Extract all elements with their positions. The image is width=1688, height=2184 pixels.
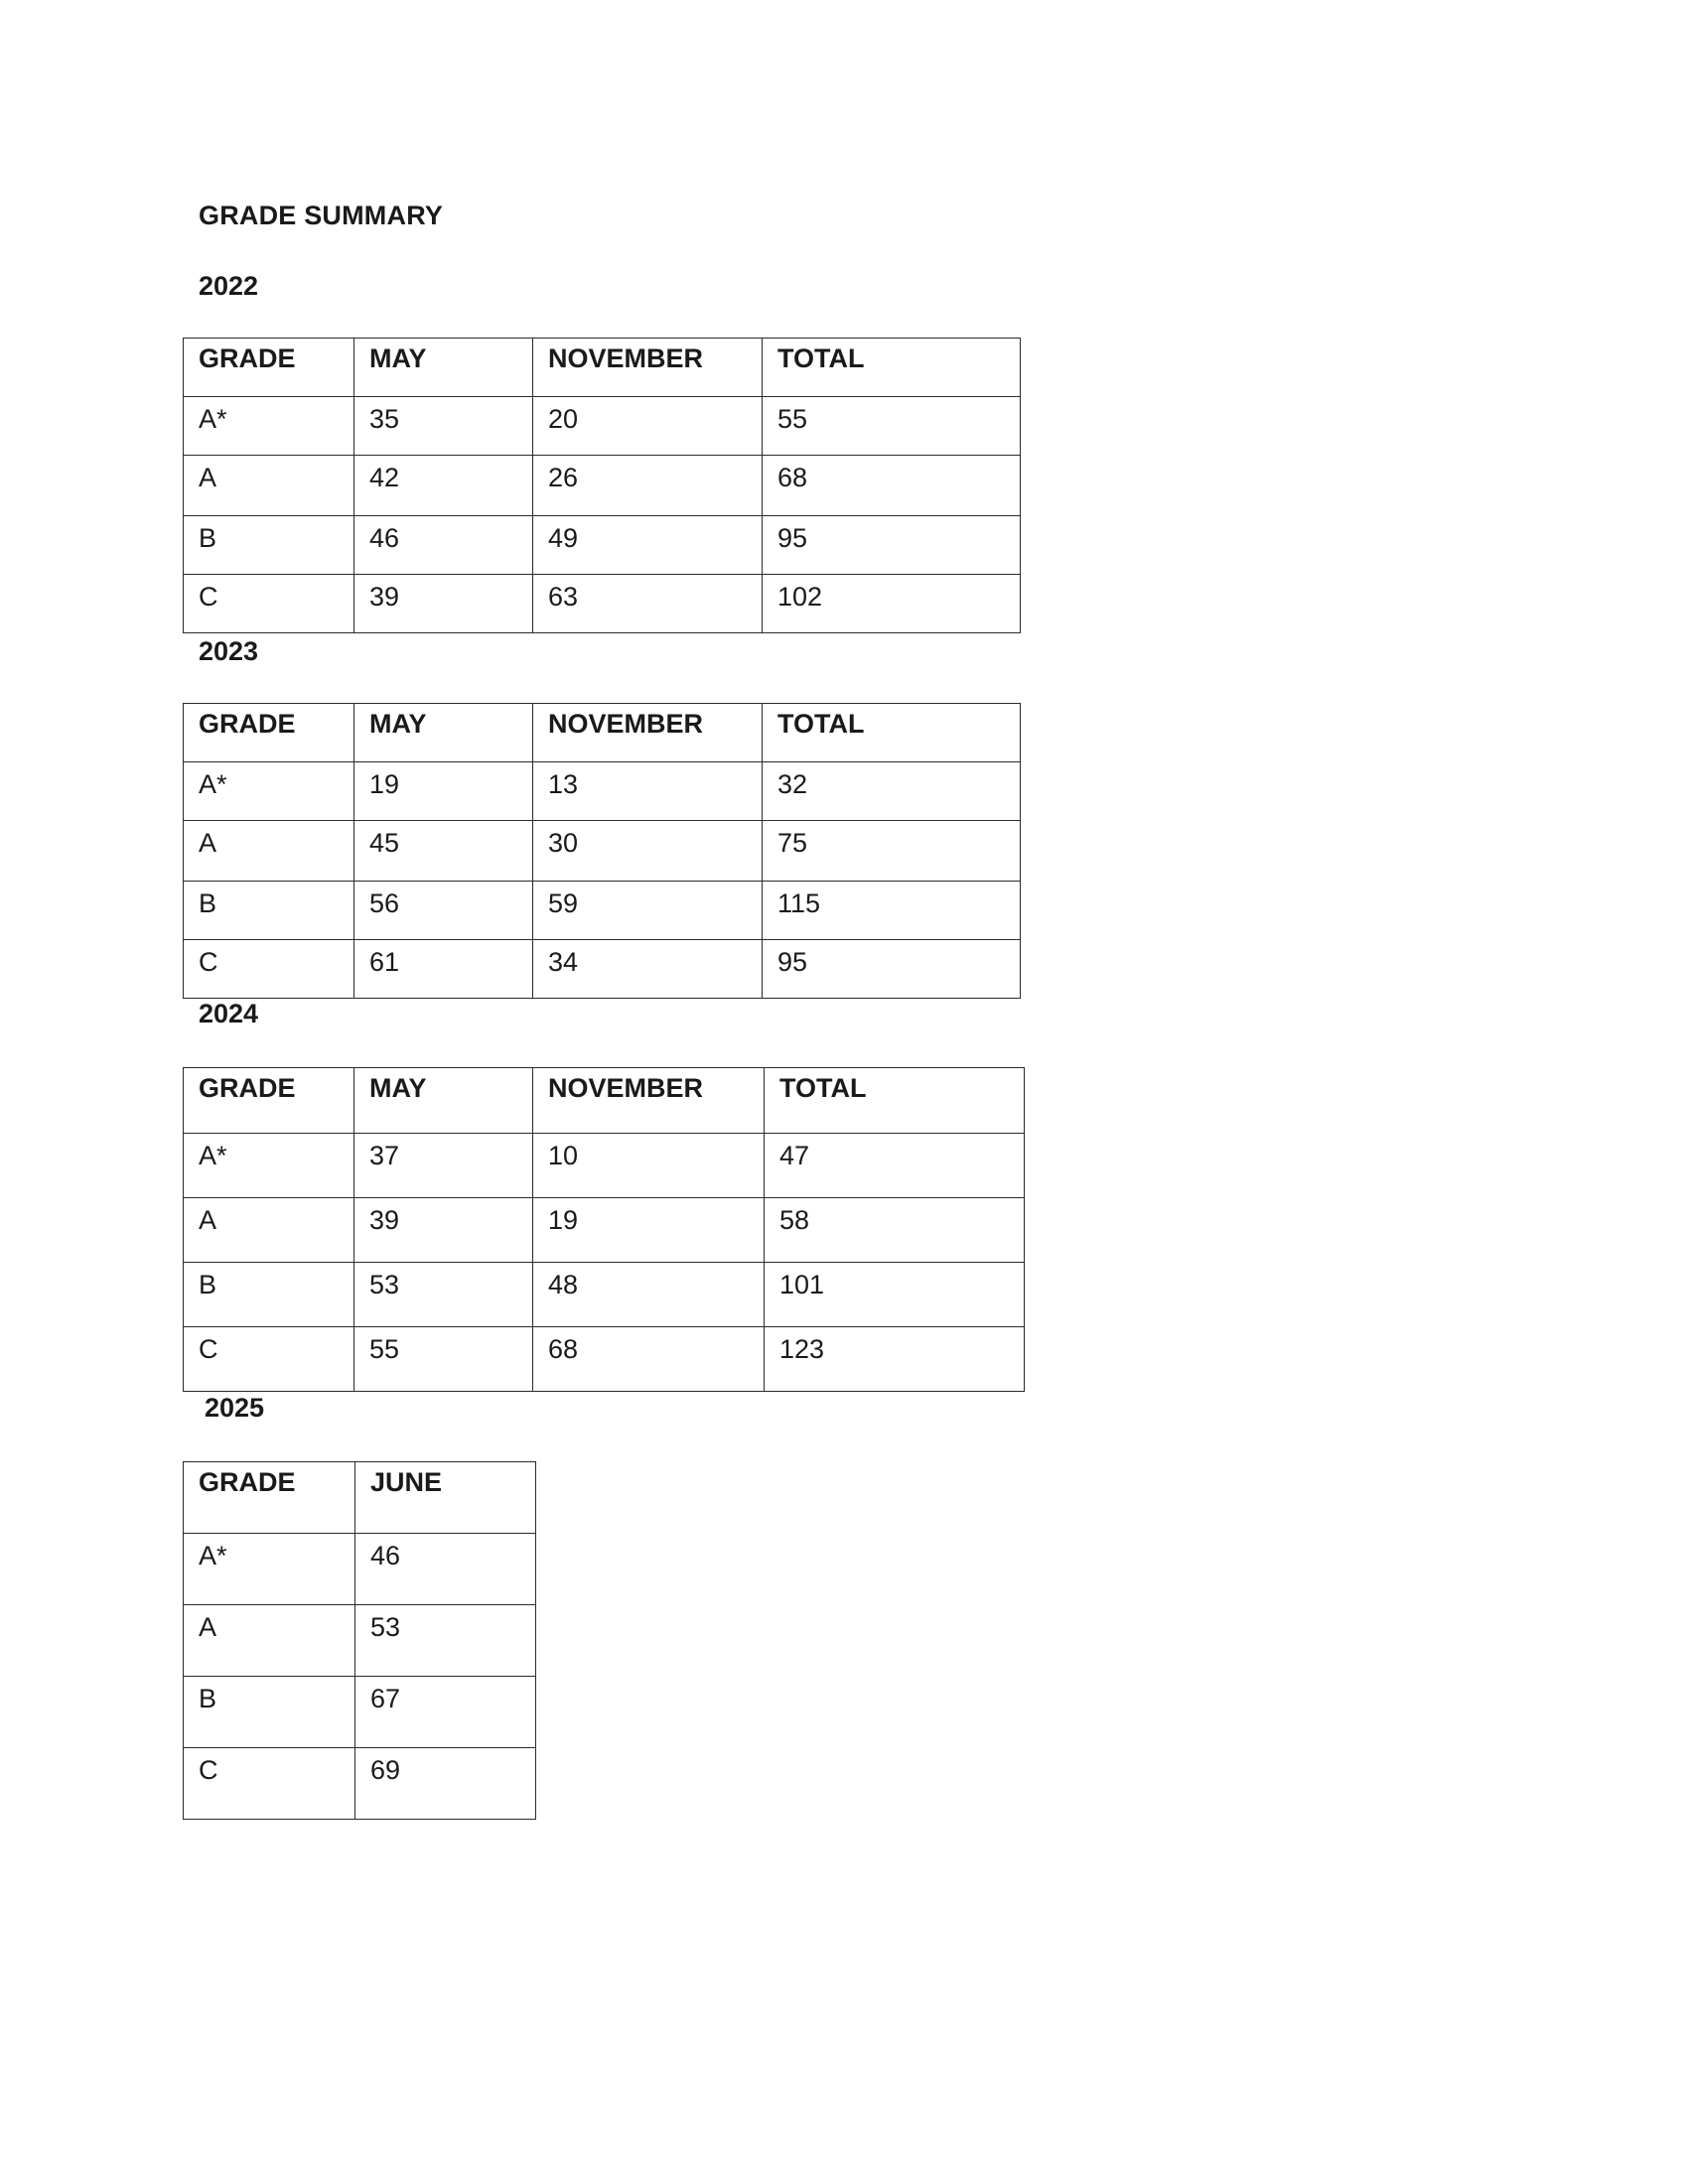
cell-total: 68 xyxy=(763,456,1021,516)
cell-grade: B xyxy=(184,1677,355,1748)
header-total: TOTAL xyxy=(765,1068,1025,1134)
cell-may: 56 xyxy=(354,882,533,940)
cell-total: 32 xyxy=(763,762,1021,821)
table-row xyxy=(184,575,1021,633)
table-row xyxy=(184,1198,1025,1263)
cell-grade: A xyxy=(184,456,354,516)
header-grade: GRADE xyxy=(184,1068,354,1134)
table-row xyxy=(184,516,1021,575)
cell-total: 115 xyxy=(763,882,1021,940)
cell-november: 10 xyxy=(533,1134,765,1198)
cell-total: 75 xyxy=(763,821,1021,882)
cell-total: 123 xyxy=(765,1327,1025,1392)
cell-may: 53 xyxy=(354,1263,533,1327)
table-header-row xyxy=(184,339,1021,397)
table-row xyxy=(184,1263,1025,1327)
cell-total: 102 xyxy=(763,575,1021,633)
year-heading-2025: 2025 xyxy=(205,1393,265,1423)
grade-table-2022 xyxy=(183,338,1021,633)
cell-november: 63 xyxy=(533,575,763,633)
year-heading-2022: 2022 xyxy=(199,271,259,301)
cell-november: 59 xyxy=(533,882,763,940)
cell-november: 48 xyxy=(533,1263,765,1327)
cell-may: 61 xyxy=(354,940,533,999)
header-total: TOTAL xyxy=(763,339,1021,397)
cell-may: 37 xyxy=(354,1134,533,1198)
header-may: MAY xyxy=(354,1068,533,1134)
table-row xyxy=(184,1605,536,1677)
cell-total: 95 xyxy=(763,940,1021,999)
cell-may: 19 xyxy=(354,762,533,821)
cell-grade: A* xyxy=(184,1134,354,1198)
cell-grade: B xyxy=(184,516,354,575)
cell-june: 53 xyxy=(355,1605,536,1677)
cell-grade: A xyxy=(184,1605,355,1677)
cell-total: 58 xyxy=(765,1198,1025,1263)
table-row xyxy=(184,1134,1025,1198)
cell-november: 49 xyxy=(533,516,763,575)
table-row xyxy=(184,1748,536,1820)
cell-total: 101 xyxy=(765,1263,1025,1327)
cell-november: 68 xyxy=(533,1327,765,1392)
year-heading-2024: 2024 xyxy=(199,999,259,1028)
cell-may: 39 xyxy=(354,575,533,633)
header-june: JUNE xyxy=(355,1462,536,1534)
cell-grade: A xyxy=(184,1198,354,1263)
header-grade: GRADE xyxy=(184,704,354,762)
year-heading-2023: 2023 xyxy=(199,636,259,666)
cell-grade: A* xyxy=(184,762,354,821)
cell-grade: A xyxy=(184,821,354,882)
cell-grade: C xyxy=(184,575,354,633)
table-row xyxy=(184,821,1021,882)
cell-grade: B xyxy=(184,882,354,940)
header-grade: GRADE xyxy=(184,1462,355,1534)
table-row xyxy=(184,456,1021,516)
header-november: NOVEMBER xyxy=(533,704,763,762)
cell-may: 46 xyxy=(354,516,533,575)
cell-may: 55 xyxy=(354,1327,533,1392)
cell-june: 46 xyxy=(355,1534,536,1605)
cell-may: 45 xyxy=(354,821,533,882)
cell-june: 69 xyxy=(355,1748,536,1820)
cell-june: 67 xyxy=(355,1677,536,1748)
cell-november: 26 xyxy=(533,456,763,516)
grade-table-2025 xyxy=(183,1461,536,1820)
header-november: NOVEMBER xyxy=(533,1068,765,1134)
cell-grade: B xyxy=(184,1263,354,1327)
header-may: MAY xyxy=(354,339,533,397)
table-row xyxy=(184,940,1021,999)
table-header-row xyxy=(184,1462,536,1534)
table-row xyxy=(184,1534,536,1605)
table-row xyxy=(184,397,1021,456)
cell-total: 55 xyxy=(763,397,1021,456)
cell-november: 20 xyxy=(533,397,763,456)
table-row xyxy=(184,882,1021,940)
table-row xyxy=(184,1677,536,1748)
cell-may: 35 xyxy=(354,397,533,456)
cell-total: 47 xyxy=(765,1134,1025,1198)
header-total: TOTAL xyxy=(763,704,1021,762)
header-may: MAY xyxy=(354,704,533,762)
page-title: GRADE SUMMARY xyxy=(199,201,444,230)
cell-november: 30 xyxy=(533,821,763,882)
header-november: NOVEMBER xyxy=(533,339,763,397)
cell-grade: C xyxy=(184,940,354,999)
table-row xyxy=(184,1327,1025,1392)
grade-table-2023 xyxy=(183,703,1021,999)
cell-total: 95 xyxy=(763,516,1021,575)
cell-may: 39 xyxy=(354,1198,533,1263)
cell-grade: C xyxy=(184,1748,355,1820)
cell-grade: C xyxy=(184,1327,354,1392)
table-header-row xyxy=(184,704,1021,762)
cell-grade: A* xyxy=(184,397,354,456)
grade-table-2024 xyxy=(183,1067,1025,1392)
table-row xyxy=(184,762,1021,821)
cell-november: 34 xyxy=(533,940,763,999)
cell-november: 19 xyxy=(533,1198,765,1263)
header-grade: GRADE xyxy=(184,339,354,397)
cell-may: 42 xyxy=(354,456,533,516)
table-header-row xyxy=(184,1068,1025,1134)
cell-grade: A* xyxy=(184,1534,355,1605)
cell-november: 13 xyxy=(533,762,763,821)
